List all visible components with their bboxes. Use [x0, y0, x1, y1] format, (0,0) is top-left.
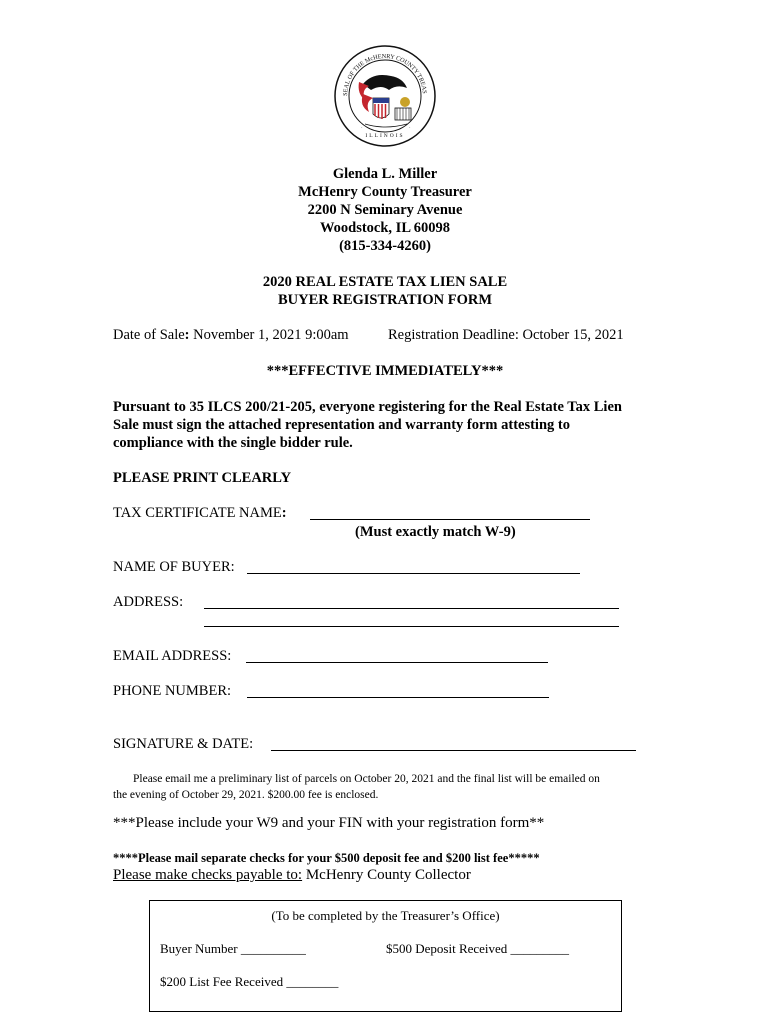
address-label: ADDRESS:	[113, 594, 184, 610]
email-note-line-1: Please email me a preliminary list of parcels on October 20, 2021 and the final list will be emailed on	[133, 773, 600, 785]
tax-certificate-note: (Must exactly match W-9)	[355, 524, 516, 540]
date-of-sale	[113, 326, 349, 344]
checks-note: ****Please mail separate checks for your $500 deposit fee and $200 list fee*****	[113, 851, 540, 865]
office-use-box	[149, 900, 622, 1012]
seal-graphic	[333, 44, 437, 148]
pursuant-line-3: compliance with the single bidder rule.	[113, 435, 353, 451]
seal-ring-text: SEAL OF THE McHENRY COUNTY TREAS	[341, 52, 428, 97]
print-clearly-heading: PLEASE PRINT CLEARLY	[113, 470, 292, 486]
effective-immediately: ***EFFECTIVE IMMEDIATELY***	[266, 363, 504, 379]
pursuant-line-1: Pursuant to 35 ILCS 200/21-205, everyone registering for the Real Estate Tax Lien	[113, 399, 622, 415]
seal-bottom-text: ILLINOIS	[365, 133, 405, 139]
office-phone: (815-334-4260)	[339, 238, 431, 254]
email-address-label: EMAIL ADDRESS:	[113, 648, 232, 664]
office-city: Woodstock, IL 60098	[319, 220, 451, 236]
tax-certificate-name-colon: :	[281, 505, 287, 521]
phone-number-field[interactable]	[247, 697, 549, 698]
county-treasurer-seal	[333, 44, 437, 148]
address-field-line-2[interactable]	[204, 626, 619, 627]
svg-text:·: ·	[361, 126, 363, 131]
tax-certificate-name-field[interactable]	[310, 519, 590, 520]
email-address-field[interactable]	[246, 662, 548, 663]
treasurer-title: McHenry County Treasurer	[298, 184, 472, 200]
tax-certificate-name-text: TAX CERTIFICATE NAME	[113, 505, 282, 521]
buyer-number-field[interactable]: Buyer Number __________	[160, 941, 306, 956]
pursuant-line-2: Sale must sign the attached representation and warranty form attesting to	[113, 417, 570, 433]
address-field-line-1[interactable]	[204, 608, 619, 609]
svg-text:·: ·	[409, 126, 411, 131]
w9-note: ***Please include your W9 and your FIN with your registration form**	[113, 815, 545, 831]
office-street: 2200 N Seminary Avenue	[307, 202, 463, 218]
treasurer-name: Glenda L. Miller	[332, 166, 438, 182]
buyer-name-field[interactable]	[247, 573, 580, 574]
signature-date-label: SIGNATURE & DATE:	[113, 736, 254, 752]
deposit-received-field[interactable]: $500 Deposit Received _________	[386, 941, 570, 956]
list-fee-received-field[interactable]: $200 List Fee Received ________	[160, 974, 339, 989]
office-use-title: (To be completed by the Treasurer’s Office)	[271, 908, 500, 923]
signature-date-field[interactable]	[271, 750, 636, 751]
registration-deadline: Registration Deadline: October 15, 2021	[388, 327, 624, 343]
tax-certificate-name-label	[113, 505, 287, 522]
phone-number-label: PHONE NUMBER:	[113, 683, 232, 699]
email-note-line-2: the evening of October 29, 2021. $200.00 fee is enclosed.	[113, 789, 379, 801]
form-title-line1: 2020 REAL ESTATE TAX LIEN SALE	[262, 274, 508, 290]
payable-line	[113, 867, 471, 884]
payable-value: McHenry County Collector	[302, 867, 471, 883]
form-title-line2: BUYER REGISTRATION FORM	[277, 292, 493, 308]
payable-label: Please make checks payable to:	[113, 867, 303, 883]
buyer-name-label: NAME OF BUYER:	[113, 559, 235, 575]
date-of-sale-value: November 1, 2021 9:00am	[189, 327, 349, 343]
date-of-sale-colon: :	[184, 327, 190, 343]
date-of-sale-label: Date of Sale	[113, 327, 185, 343]
